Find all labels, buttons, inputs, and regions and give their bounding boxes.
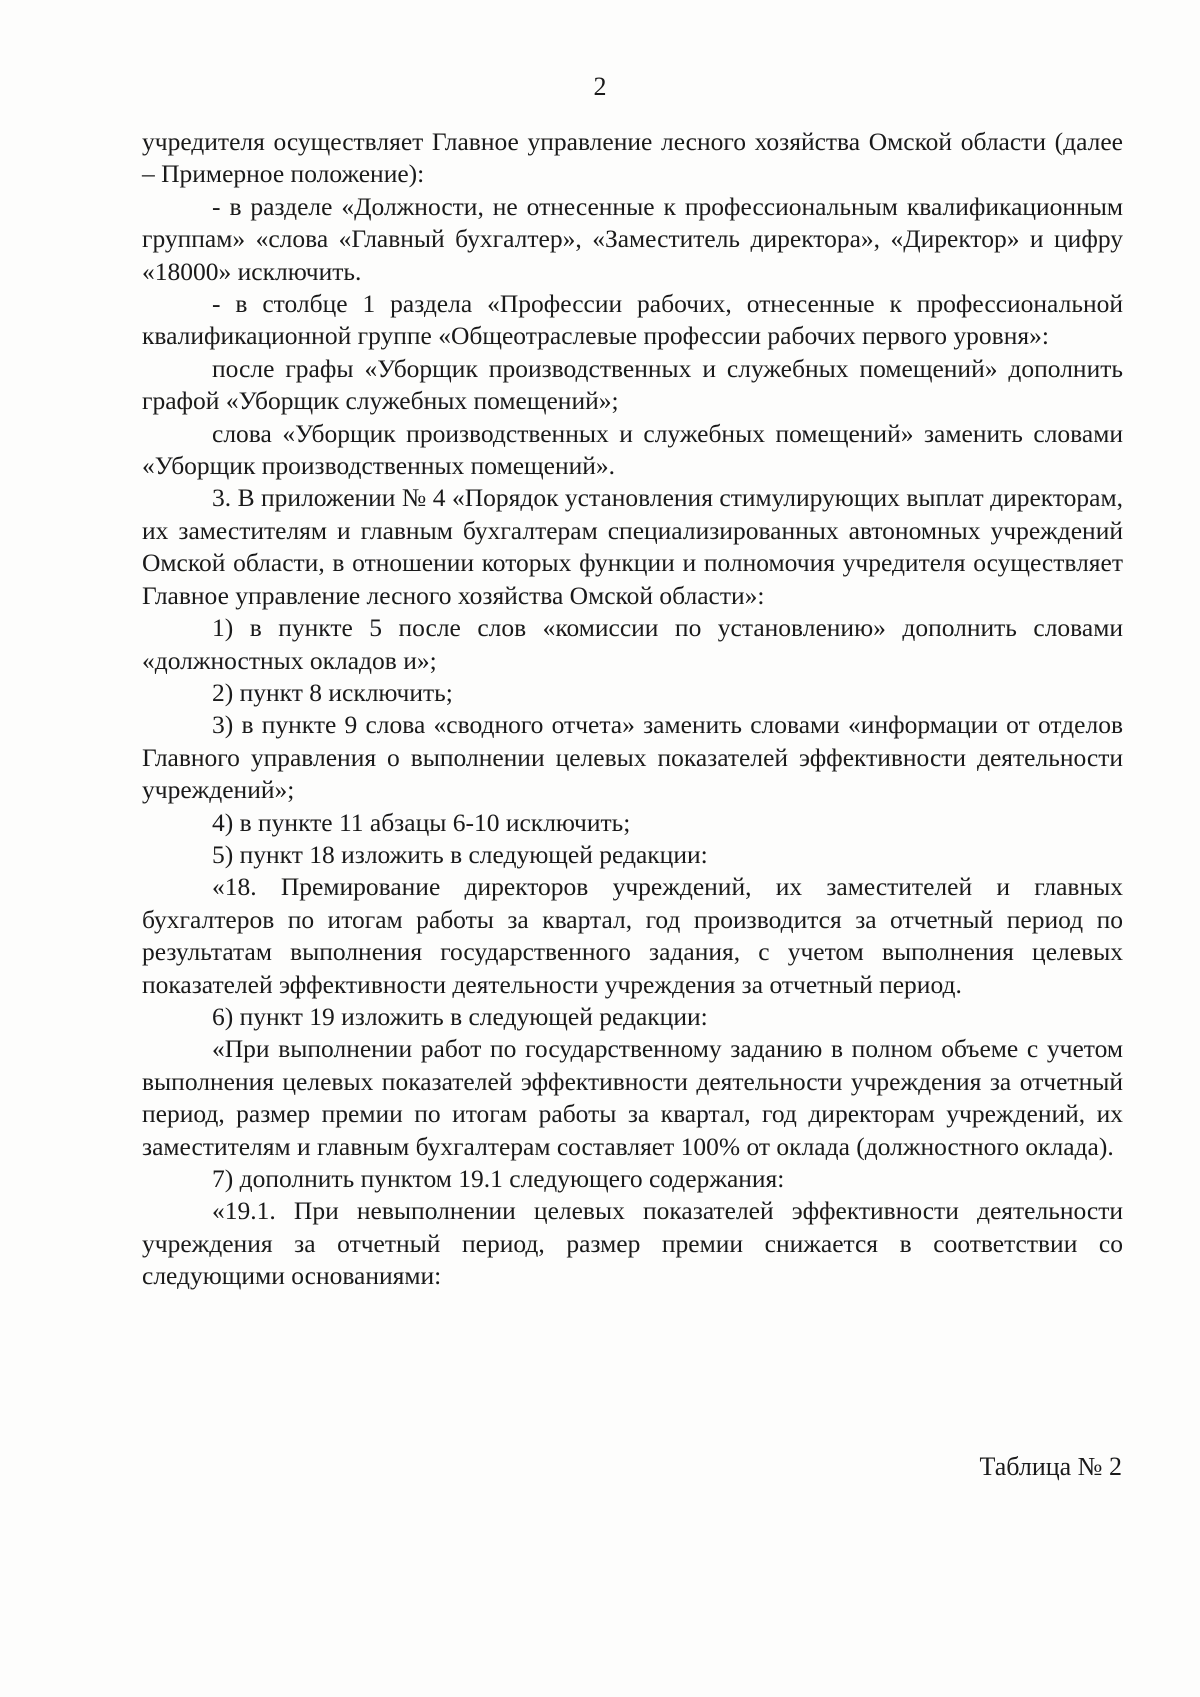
paragraph: 3. В приложении № 4 «Порядок установления стимулирующих выплат директорам, их заместителям и главным бухгалтерам специализированных автономных учреждений Омской области, в отношении которых функции и полномочия учредителя осуществляет Главное управление лесного хозяйства Омской области»: — [142, 483, 1123, 610]
paragraph: 3) в пункте 9 слова «сводного отчета» заменить словами «информации от отделов Главного управления о выполнении целевых показателей эффективности деятельности учреждений»; — [142, 710, 1123, 805]
paragraph: «При выполнении работ по государственному заданию в полном объеме с учетом выполнения целевых показателей эффективности деятельности учреждения за отчетный период, размер премии по итогам работы за квартал, год директорам учреждений, их заместителям и главным бухгалтерам составляет 100% от оклада (должностного оклада). — [142, 1034, 1123, 1161]
paragraph: 7) дополнить пунктом 19.1 следующего содержания: — [212, 1164, 785, 1193]
paragraph: 6) пункт 19 изложить в следующей редакции: — [212, 1001, 708, 1031]
paragraph: - в разделе «Должности, не отнесенные к профессиональным квалификационным группам» «слова «Главный бухгалтер», «Заместитель директора», «Директор» и цифру «18000» исключить. — [142, 191, 1123, 286]
page-number: 2 — [593, 72, 607, 101]
paragraph: «18. Премирование директоров учреждений, их заместителей и главных бухгалтеров по итогам работы за квартал, год производится за отчетный период по результатам выполнения государственного задания, с учетом выполнения целевых показателей эффективности деятельности учреждения за отчетный период. — [142, 872, 1123, 999]
paragraph: - в столбце 1 раздела «Профессии рабочих, отнесенные к профессиональной квалификационной группе «Общеотраслевые профессии рабочих первого уровня»: — [142, 289, 1123, 351]
paragraph: 1) в пункте 5 после слов «комиссии по установлению» дополнить словами «должностных окладов и»; — [142, 613, 1123, 675]
paragraph: после графы «Уборщик производственных и служебных помещений» дополнить графой «Уборщик служебных помещений»; — [142, 353, 1123, 416]
document-body — [142, 126, 1123, 1293]
table-caption: Таблица № 2 — [979, 1452, 1122, 1481]
paragraph: 2) пункт 8 исключить; — [212, 677, 453, 707]
paragraph: «19.1. При невыполнении целевых показателей эффективности деятельности учреждения за отчетный период, размер премии снижается в соответствии со следующими основаниями: — [142, 1196, 1123, 1291]
paragraph: слова «Уборщик производственных и служебных помещений» заменить словами «Уборщик производственных помещений». — [142, 418, 1123, 481]
paragraph: 5) пункт 18 изложить в следующей редакции: — [212, 839, 708, 869]
paragraph: 4) в пункте 11 абзацы 6-10 исключить; — [212, 807, 631, 837]
paragraph: учредителя осуществляет Главное управление лесного хозяйства Омской области (далее – Примерное положение): — [142, 127, 1123, 189]
